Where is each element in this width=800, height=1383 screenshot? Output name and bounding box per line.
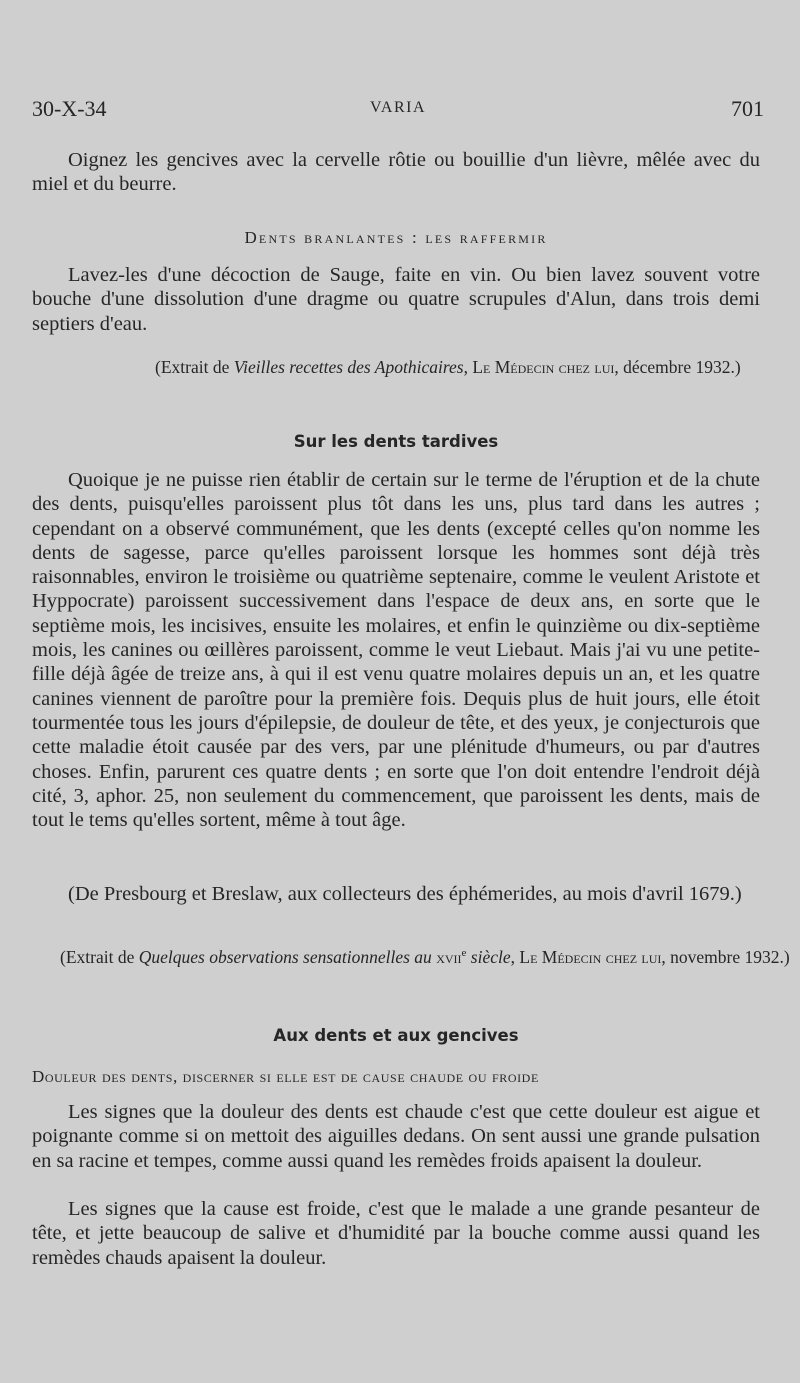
citation-journal: Le Médecin chez lui [472, 357, 615, 377]
section3-title: Aux dents et aux gencives [273, 1026, 519, 1045]
citation-title: Vieilles recettes des Apothicaires [233, 357, 464, 377]
citation-title [139, 947, 511, 967]
citation-prefix: (Extrait de [155, 357, 234, 377]
citation-comma: , [510, 946, 520, 967]
citation-prefix: (Extrait de [60, 946, 139, 967]
section1-paragraph: Lavez-les d'une décoction de Sauge, faite en vin. Ou bien lavez souvent votre bouche d'une dissolution d'une dragme ou quatre scrupules d'Alun, dans trois demi septiers d'eau. [32, 264, 760, 335]
section1-citation [155, 356, 792, 378]
header-date: 30-X-34 [32, 96, 107, 121]
section2-citation [60, 942, 792, 968]
section3-paragraph-1: Les signes que la douleur des dents est chaude c'est que cette douleur est aigue et poignante comme si on mettoit des aiguilles dedans. On sent aussi une grande pulsation en sa racine et tempes, comme aussi quand les remèdes froids apaisent la douleur. [32, 1101, 760, 1172]
section2-title: Sur les dents tardives [293, 432, 499, 451]
section2-paragraph-1: Quoique je ne puisse rien établir de certain sur le terme de l'éruption et de la chute des dents, puisqu'elles paroissent plus tôt dans les uns, plus tard dans les autres ; cependant on a observé communément, que les dents (excepté celles qu'on nomme les dents de sagesse, parce qu'elles paroissent lorsque les hommes sont déjà très raisonnables, environ le troisième ou quatrième septenaire, comme le veulent Aristote et Hyppocrate) paroissent successivement dans l'espace de deux ans, en sorte que le septième mois, les incisives, ensuite les molaires, et enfin le quinzième ou dix-septième mois, les canines ou œillères paroissent, comme le veut Liebaut. Mais j'ai vu une petite-fille déjà âgée de treize ans, à qui il est venu quatre molaires depuis un an, et les quatre canines viennent de paroître pour la première fois. Dequis plus de huit jours, elle étoit tourmentée tous les jours d'épilepsie, de douleur de tête, et des yeux, je conjecturois que cette maladie étoit causée par des vers, par une plénitude d'humeurs, ou par d'autres choses. Enfin, parurent ces quatre dents ; en sorte que l'on doit entendre l'endroit déjà cité, 3, aphor. 25, non seulement du commencement, que paroissent les dents, mais de tout le tems qu'elles sortent, même à tout âge. [32, 469, 760, 832]
citation-title-a: Quelques observations sensationnelles au [138, 946, 437, 967]
citation-century: xvii [436, 946, 462, 967]
citation-journal: Le Médecin chez lui [519, 946, 662, 967]
header-section: VARIA [369, 99, 427, 116]
citation-comma: , [463, 357, 473, 377]
section2-paragraph-2: (De Presbourg et Breslaw, aux collecteurs des éphémerides, au mois d'avril 1679.) [68, 883, 742, 905]
page-number: 701 [731, 96, 764, 121]
running-header [32, 96, 764, 126]
intro-paragraph: Oignez les gencives avec la cervelle rôtie ou bouillie d'un lièvre, mêlée avec du miel et du beurre. [32, 149, 760, 196]
citation-title-b: siècle [466, 946, 511, 967]
section3-paragraph-2: Les signes que la cause est froide, c'est que le malade a une grande pesanteur de tête, et jette beaucoup de salive et d'humidité par la bouche comme aussi quand les remèdes chauds apaisent la douleur. [32, 1198, 760, 1269]
section3-subtitle: Douleur des dents, discerner si elle est de cause chaude ou froide [32, 1067, 539, 1086]
citation-century-sup: e [461, 947, 467, 959]
citation-suffix: , décembre 1932.) [614, 357, 741, 377]
citation-suffix: , novembre 1932.) [661, 946, 790, 967]
section1-subtitle: Dents branlantes : les raffermir [244, 228, 548, 247]
